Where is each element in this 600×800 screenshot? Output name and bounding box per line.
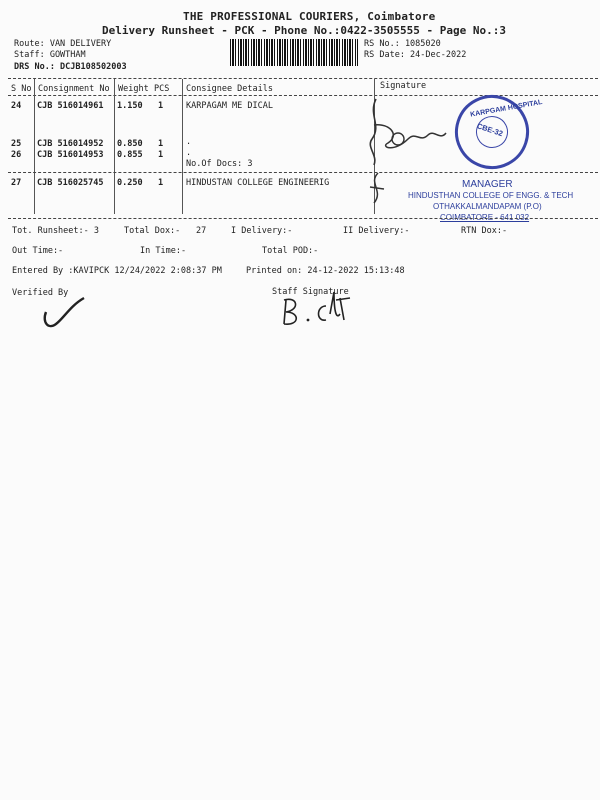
rs-date: RS Date: 24-Dec-2022 <box>364 50 467 60</box>
staff-label: Staff: GOWTHAM <box>14 50 86 60</box>
column-line <box>182 79 183 214</box>
in-time: In Time:- <box>140 246 187 256</box>
col-sno: S No <box>11 84 32 94</box>
divider <box>8 95 598 96</box>
drs-number: DRS No.: DCJB108502003 <box>14 62 127 72</box>
page-subtitle: Delivery Runsheet - PCK - Phone No.:0422-3505555 - Page No.:3 <box>102 24 506 37</box>
total-pod: Total POD:- <box>262 246 319 256</box>
stamp-line: COIMBATORE - 641 032 <box>440 213 530 222</box>
staff-signature-label: Staff Signature <box>272 287 349 297</box>
total-runsheet: Tot. Runsheet:- 3 <box>12 226 99 236</box>
stamp-line: OTHAKKALMANDAPAM (P.O) <box>433 202 542 211</box>
stamp-line: HINDUSTHAN COLLEGE OF ENGG. & TECH <box>408 191 574 200</box>
col-pcs: PCS <box>154 84 170 94</box>
divider <box>8 172 598 173</box>
out-time: Out Time:- <box>12 246 64 256</box>
col-weight: Weight <box>118 84 149 94</box>
col-signature: Signature <box>380 81 427 91</box>
total-dox-value: 27 <box>196 226 207 236</box>
stamp-manager: MANAGER <box>462 179 513 190</box>
page-title: THE PROFESSIONAL COURIERS, Coimbatore <box>183 10 436 23</box>
printed-on: Printed on: 24-12-2022 15:13:48 <box>246 266 405 276</box>
col-consignee: Consignee Details <box>186 84 273 94</box>
rs-number: RS No.: 1085020 <box>364 39 441 49</box>
column-line <box>34 79 35 214</box>
staff-signature <box>278 284 358 330</box>
total-dox-label: Total Dox:- <box>124 226 181 236</box>
ii-delivery: II Delivery:- <box>343 226 410 236</box>
divider <box>8 78 598 79</box>
column-line <box>114 79 115 214</box>
rtn-dox: RTN Dox:- <box>461 226 508 236</box>
divider <box>8 218 598 219</box>
verified-by: Verified By <box>12 288 69 298</box>
entered-by: Entered By :KAVIPCK 12/24/2022 2:08:37 PM <box>12 266 222 276</box>
verified-signature <box>40 292 90 332</box>
hospital-stamp: KARPGAM HOSPITAL CBE-32 <box>445 85 538 178</box>
i-delivery: I Delivery:- <box>231 226 293 236</box>
route-label: Route: VAN DELIVERY <box>14 39 112 49</box>
col-consignment: Consignment No <box>38 84 110 94</box>
barcode <box>230 39 358 66</box>
docs-count: No.Of Docs: 3 <box>186 159 253 169</box>
